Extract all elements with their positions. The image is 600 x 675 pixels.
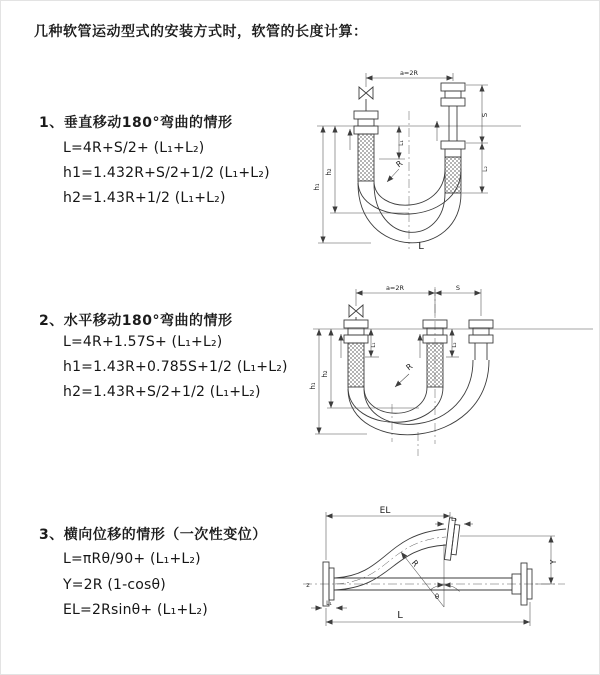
diagram-vertical-travel-180	[309, 65, 534, 260]
middle-pipe-fitting	[423, 320, 447, 387]
dim-label-r: R	[394, 158, 405, 170]
diagram-horizontal-travel-180	[307, 282, 599, 464]
section-2-heading: 2、水平移动180°弯曲的情形	[39, 313, 233, 329]
section-2-formula-L: L=4R+1.57S+ (L₁+L₂)	[63, 334, 223, 350]
section-1-formula-L: L=4R+S/2+ (L₁+L₂)	[63, 140, 205, 156]
section-3-heading: 3、横向位移的情形（一次性变位）	[39, 527, 267, 543]
dim-label-l2: L₂	[482, 166, 489, 172]
dim-label-h2: h₂	[325, 168, 333, 176]
dim-label-s: S	[481, 112, 489, 118]
dim-label-h1: h₁	[309, 382, 317, 390]
dim-label-l2: L₂	[452, 342, 458, 348]
dim-label-theta: θ	[434, 593, 440, 601]
dim-label-s: S	[455, 284, 461, 292]
section-1-formula-h1: h1=1.432R+S/2+1/2 (L₁+L₂)	[63, 165, 270, 181]
diagram-1-labels	[313, 69, 489, 252]
section-2-formula-h1: h1=1.43R+0.785S+1/2 (L₁+L₂)	[63, 359, 288, 375]
dim-label-r: R	[404, 361, 415, 373]
dim-label-l: L	[397, 610, 403, 621]
section-1-formula-h2: h2=1.43R+1/2 (L₁+L₂)	[63, 190, 226, 206]
diagram-3-labels	[306, 506, 558, 621]
dim-label-r: R	[409, 558, 421, 569]
dim-label-l1: L₁	[371, 342, 377, 348]
dim-label-a2r: a=2R	[399, 69, 419, 77]
dim-label-h1: h₁	[313, 183, 321, 191]
dim-label-l1: L₁	[326, 600, 332, 607]
dim-label-l2: L₂	[451, 516, 457, 523]
dim-label-y: Y	[549, 559, 558, 565]
page-title: 几种软管运动型式的安装方式时，软管的长度计算：	[34, 24, 368, 40]
left-pipe-fitting	[344, 320, 368, 387]
dim-label-l1: L₁	[398, 140, 405, 146]
dim-label-a2r: a=2R	[385, 284, 405, 292]
dim-label-z: z	[306, 581, 310, 589]
section-2-formula-h2: h2=1.43R+S/2+1/2 (L₁+L₂)	[63, 384, 261, 400]
moved-pipe-fitting	[469, 320, 493, 360]
diagram-lateral-displacement	[297, 504, 589, 646]
dimension-lines	[311, 512, 555, 626]
hose-u-bend	[348, 360, 489, 435]
dimension-lines	[317, 73, 521, 243]
dim-label-l: L	[418, 241, 424, 252]
dim-label-el: EL	[379, 506, 391, 516]
valve-symbol	[349, 305, 363, 320]
section-3-formula-L: L=πRθ/90+ (L₁+L₂)	[63, 551, 201, 567]
section-1-heading: 1、垂直移动180°弯曲的情形	[39, 115, 233, 131]
valve-symbol	[359, 87, 373, 111]
section-3-formula-Y: Y=2R (1-cosθ)	[63, 577, 166, 593]
dim-label-h2: h₂	[321, 370, 329, 378]
upper-flange-displaced	[444, 518, 460, 561]
section-3-formula-EL: EL=2Rsinθ+ (L₁+L₂)	[63, 602, 208, 618]
left-pipe-fitting	[354, 111, 378, 181]
hose-s-curve	[335, 529, 446, 590]
